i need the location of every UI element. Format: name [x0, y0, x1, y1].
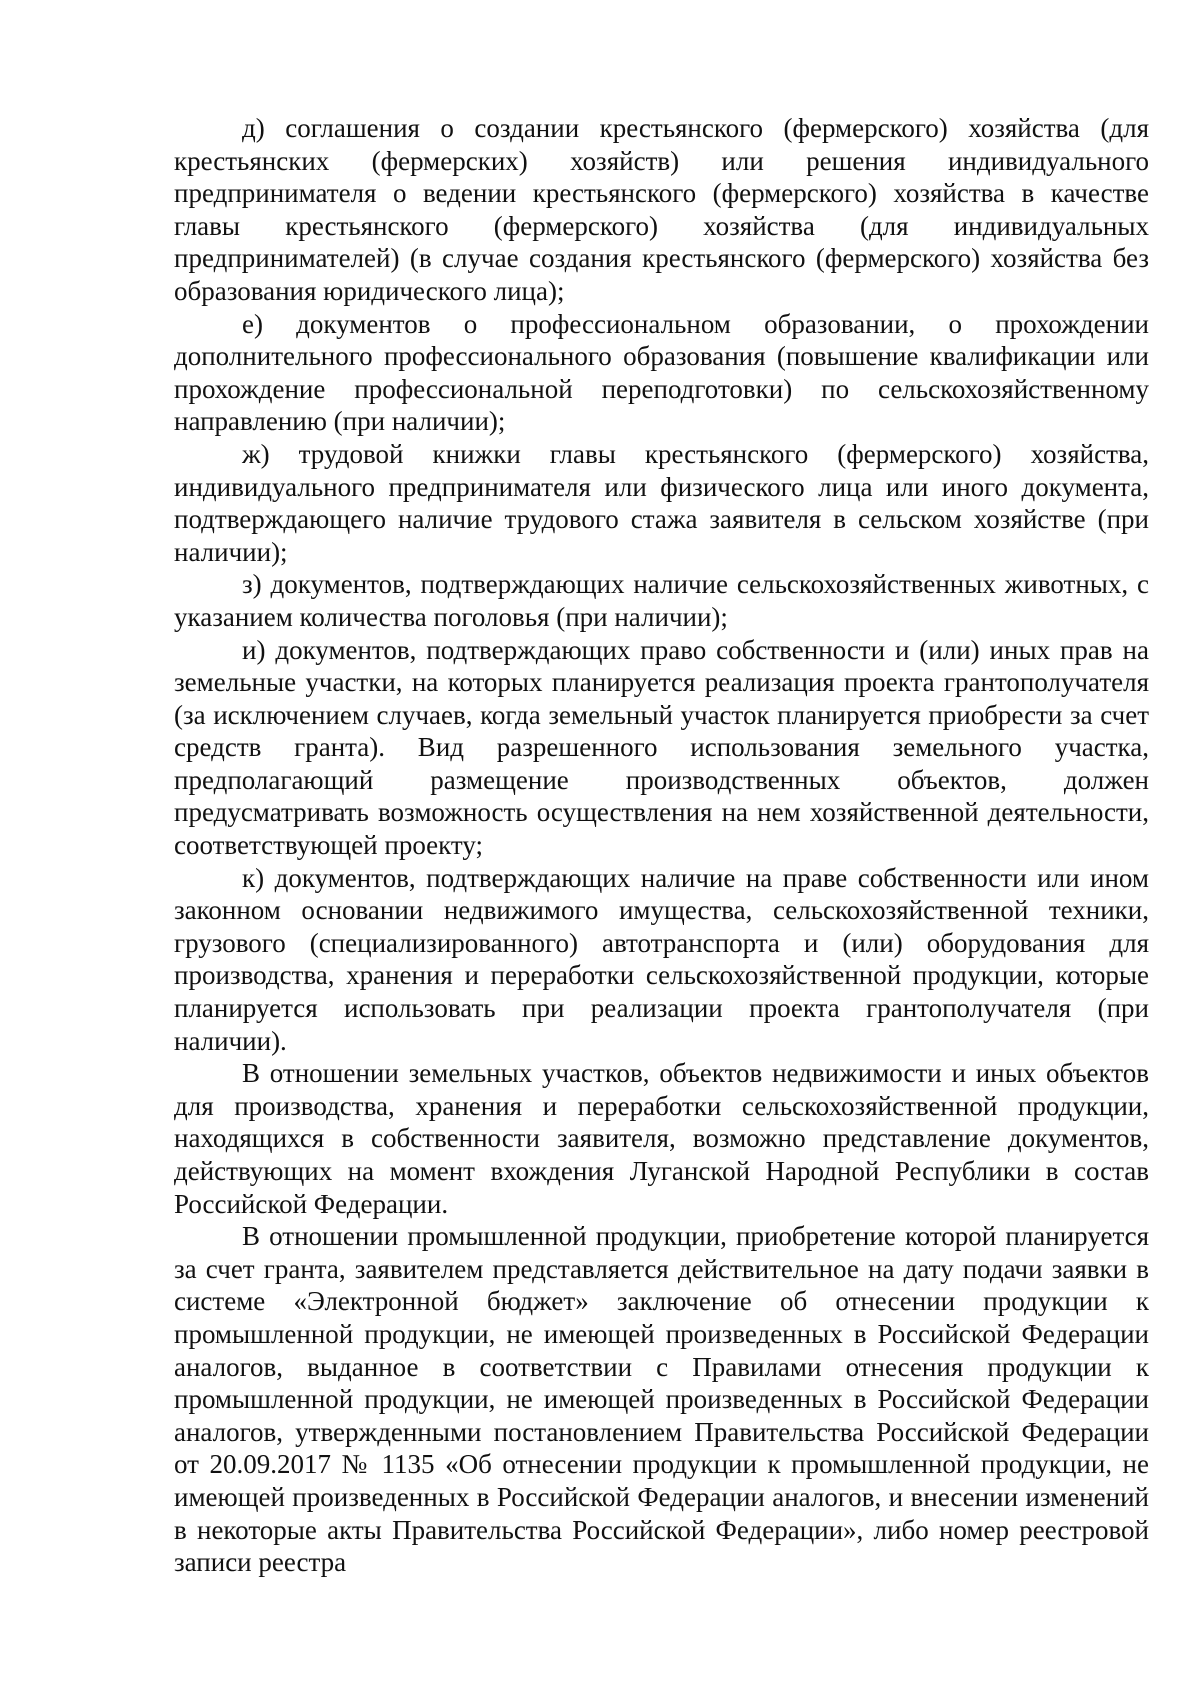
document-page: [174, 112, 1149, 1579]
paragraph-item-i: и) документов, подтверждающих право собственности и (или) иных прав на земельные участки, на которых планируется реализация проекта грантополучателя (за исключением случаев, когда земельный участок планируется приобрести за счет средств гранта). Вид разрешенного использования земельного участка, предполагающий размещение производственных объектов, должен предусматривать возможность осуществления на нем хозяйственной деятельности, соответствующей проекту;: [174, 634, 1149, 861]
paragraph-item-d: д) соглашения о создании крестьянского (фермерского) хозяйства (для крестьянских (фермерских) хозяйств) или решения индивидуального предпринимателя о ведении крестьянского (фермерского) хозяйства в качестве главы крестьянского (фермерского) хозяйства (для индивидуальных предпринимателей) (в случае создания крестьянского (фермерского) хозяйства без образования юридического лица);: [174, 113, 1149, 306]
paragraph-item-z: з) документов, подтверждающих наличие сельскохозяйственных животных, с указанием количества поголовья (при наличии);: [174, 569, 1149, 632]
paragraph-land-objects: В отношении земельных участков, объектов недвижимости и иных объектов для производства, хранения и переработки сельскохозяйственной продукции, находящихся в собственности заявителя, возможно представление документов, действующих на момент вхождения Луганской Народной Республики в состав Российской Федерации.: [174, 1058, 1149, 1219]
paragraph-item-e: е) документов о профессиональном образовании, о прохождении дополнительного профессионального образования (повышение квалификации или прохождение профессиональной переподготовки) по сельскохозяйственному направлению (при наличии);: [174, 308, 1149, 437]
paragraph-industrial-products: В отношении промышленной продукции, приобретение которой планируется за счет гранта, заявителем представляется действительное на дату подачи заявки в системе «Электронной бюджет» заключение об отнесении продукции к промышленной продукции, не имеющей произведенных в Российской Федерации аналогов, выданное в соответствии с Правилами отнесения продукции к промышленной продукции, не имеющей произведенных в Российской Федерации аналогов, утвержденными постановлением Правительства Российской Федерации от 20.09.2017 № 1135 «Об отнесении продукции к промышленной продукции, не имеющей произведенных в Российской Федерации аналогов, и внесении изменений в некоторые акты Правительства Российской Федерации», либо номер реестровой записи реестра: [174, 1221, 1149, 1578]
paragraph-item-zh: ж) трудовой книжки главы крестьянского (фермерского) хозяйства, индивидуального предпринимателя или физического лица или иного документа, подтверждающего наличие трудового стажа заявителя в сельском хозяйстве (при наличии);: [174, 438, 1149, 567]
paragraph-item-k: к) документов, подтверждающих наличие на праве собственности или ином законном основании недвижимого имущества, сельскохозяйственной техники, грузового (специализированного) автотранспорта и (или) оборудования для производства, хранения и переработки сельскохозяйственной продукции, которые планируется использовать при реализации проекта грантополучателя (при наличии).: [174, 862, 1149, 1056]
